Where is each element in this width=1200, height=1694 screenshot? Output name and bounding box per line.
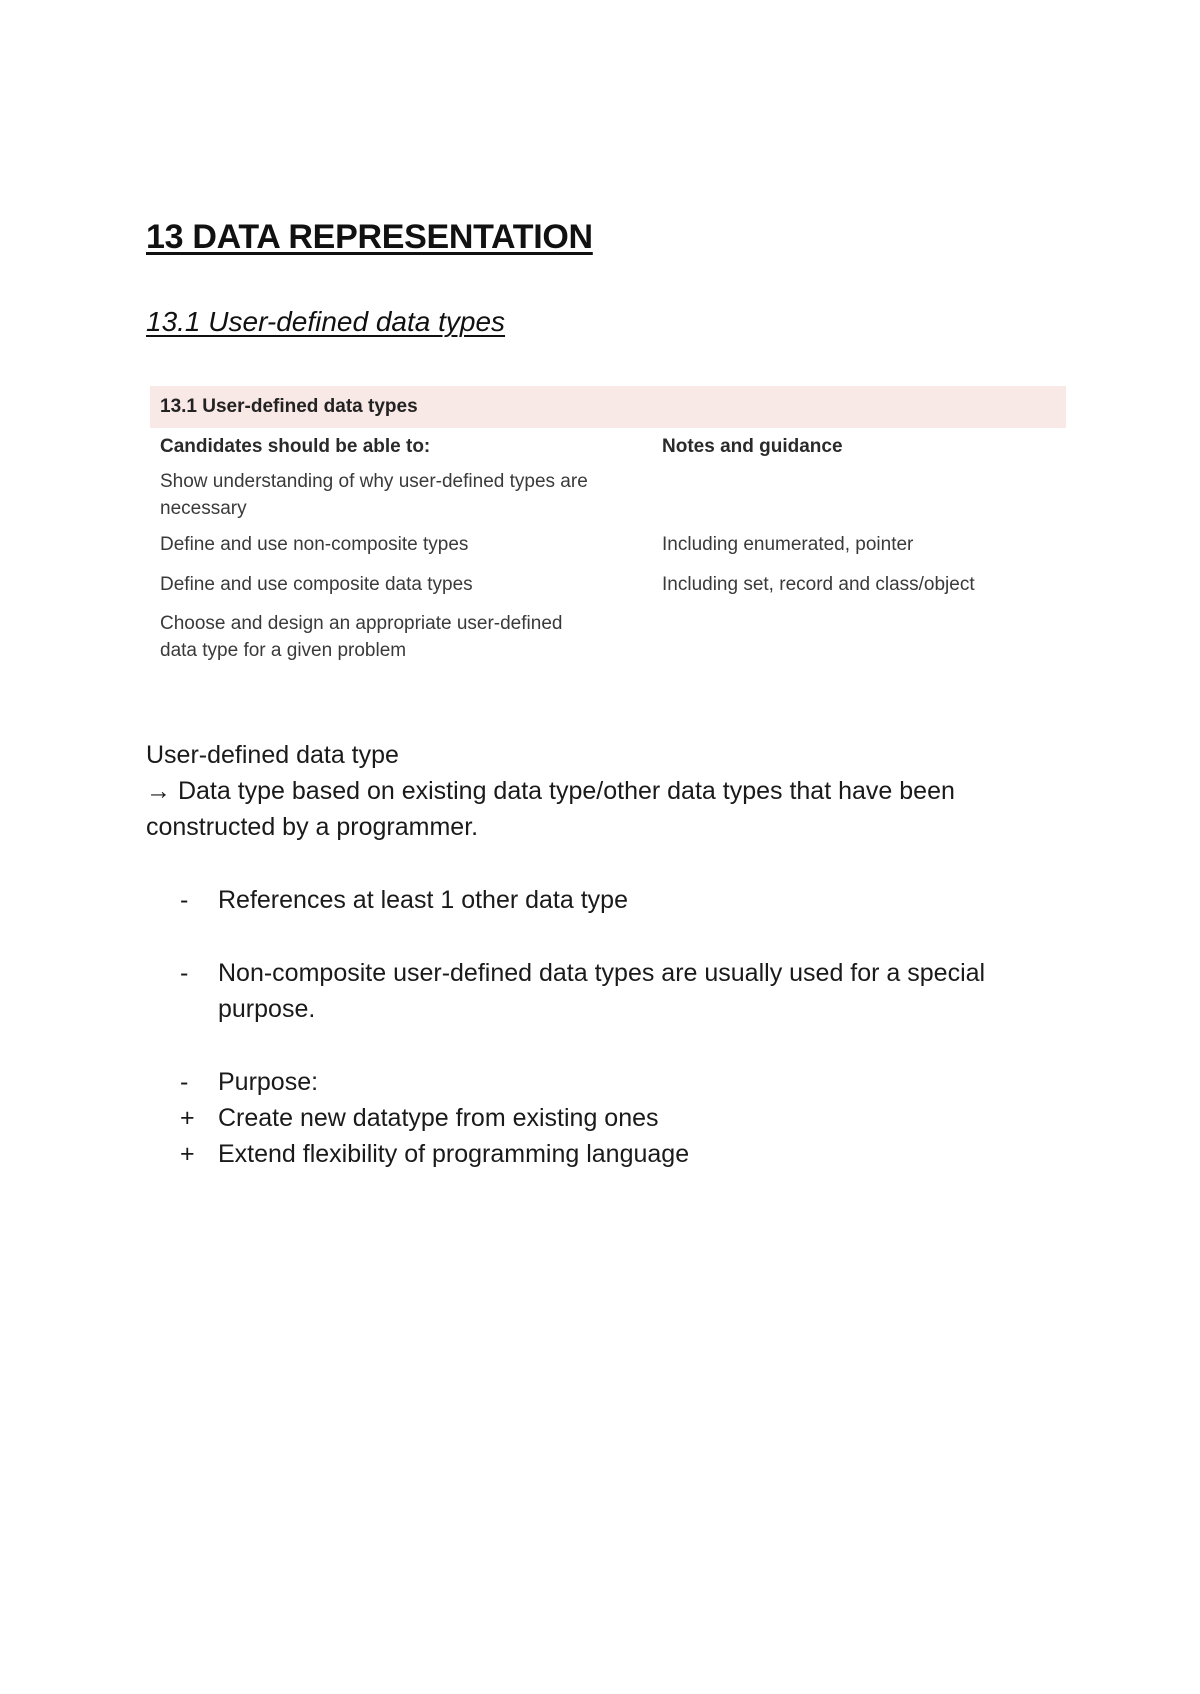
page-title: 13 DATA REPRESENTATION <box>146 218 593 256</box>
plus-bullet: + <box>180 1140 195 1168</box>
column-header-candidates: Candidates should be able to: <box>160 436 431 457</box>
syllabus-table <box>150 386 1066 676</box>
list-item <box>180 955 1060 1027</box>
table-row-4-objective: Choose and design an appropriate user-defined data type for a given problem <box>160 613 563 661</box>
plus-bullet: + <box>180 1104 195 1132</box>
list-item <box>180 1136 1060 1172</box>
list-item-text: Extend flexibility of programming language <box>218 1140 690 1168</box>
syllabus-table-title: 13.1 User-defined data types <box>160 396 418 417</box>
syllabus-table-header <box>150 386 1066 428</box>
list-item-text: Purpose: <box>218 1068 319 1096</box>
list-item <box>180 882 1060 918</box>
list-item-text: Create new datatype from existing ones <box>218 1104 659 1132</box>
definition-text: → Data type based on existing data type/other data types that have been constructed by a programmer. <box>146 777 955 841</box>
section-subtitle: 13.1 User-defined data types <box>146 306 506 337</box>
dash-bullet: - <box>180 1068 189 1096</box>
table-row-3-guidance: Including set, record and class/object <box>662 574 975 595</box>
table-row-2-objective: Define and use non-composite types <box>160 534 469 555</box>
dash-bullet: - <box>180 959 189 987</box>
definition-term: User-defined data type <box>146 741 399 769</box>
list-item-text: References at least 1 other data type <box>218 886 628 914</box>
list-item <box>180 1100 1060 1136</box>
dash-bullet: - <box>180 886 189 914</box>
table-row-2-guidance: Including enumerated, pointer <box>662 534 914 555</box>
list-item-text: Non-composite user-defined data types are usually used for a special purpose. <box>218 959 986 1023</box>
column-header-notes: Notes and guidance <box>662 436 843 457</box>
table-row-1-objective: Show understanding of why user-defined types are necessary <box>160 471 588 519</box>
list-item <box>180 1064 1060 1100</box>
table-row-3-objective: Define and use composite data types <box>160 574 473 595</box>
